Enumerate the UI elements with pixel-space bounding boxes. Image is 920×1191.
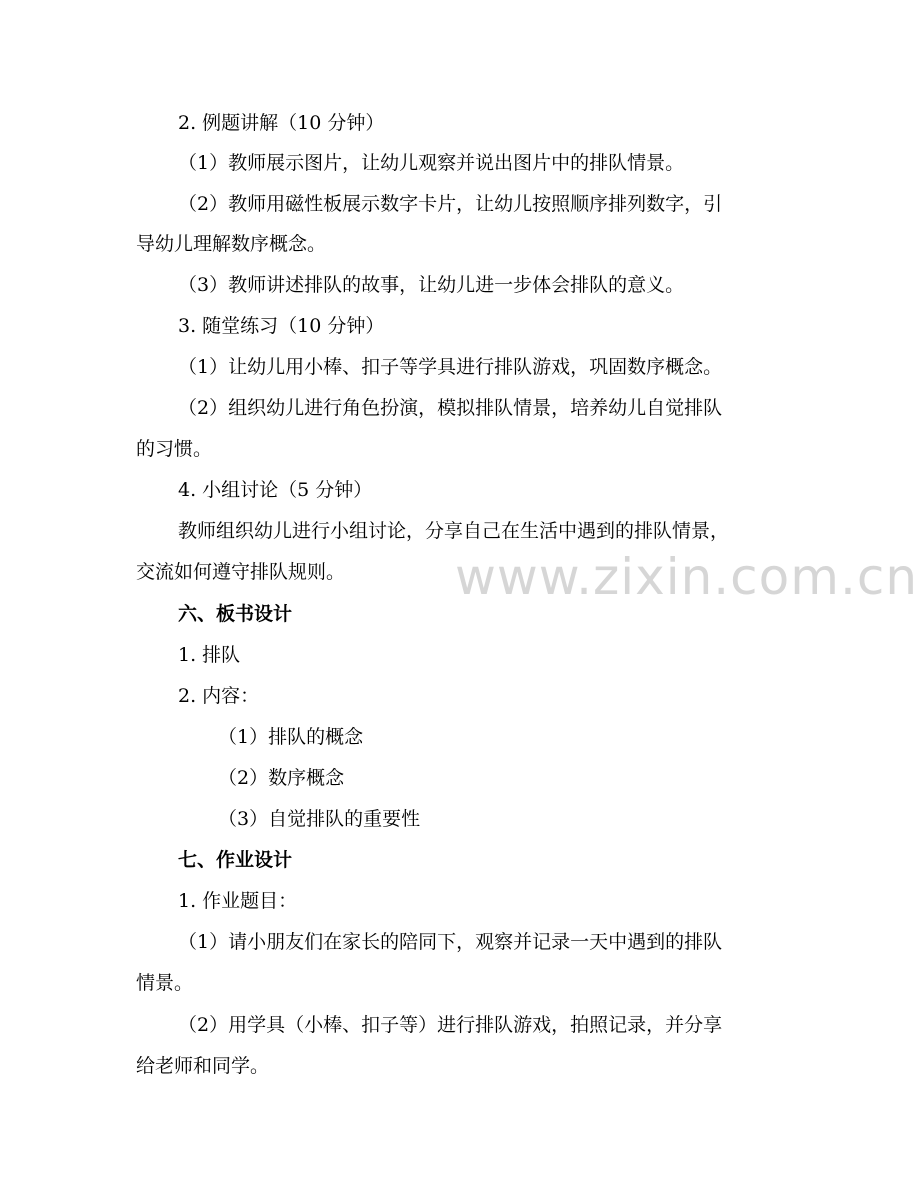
list-item: 1. 排队 [178, 644, 241, 666]
watermark-text: www.zixin.com.cn [455, 548, 919, 606]
paragraph-line: （1）教师展示图片，让幼儿观察并说出图片中的排队情景。 [178, 152, 685, 174]
list-item: 1. 作业题目： [178, 890, 298, 912]
sub-list-item: （2）数序概念 [218, 767, 345, 789]
section-heading-examples: 2. 例题讲解（10 分钟） [178, 112, 385, 134]
paragraph-line: （2）用学具（小棒、扣子等）进行排队游戏，拍照记录，并分享 [178, 1014, 723, 1036]
paragraph-line: 给老师和同学。 [136, 1055, 270, 1077]
sub-list-item: （3）自觉排队的重要性 [218, 808, 421, 830]
paragraph-line: （2）组织幼儿进行角色扮演，模拟排队情景，培养幼儿自觉排队 [178, 397, 723, 419]
paragraph-line: 的习惯。 [136, 438, 213, 460]
section-heading-discussion: 4. 小组讨论（5 分钟） [178, 479, 373, 501]
section-title-board-design: 六、板书设计 [178, 603, 293, 625]
list-item: 2. 内容： [178, 685, 260, 707]
paragraph-line: 教师组织幼儿进行小组讨论，分享自己在生活中遇到的排队情景， [178, 520, 730, 542]
sub-list-item: （1）排队的概念 [218, 726, 364, 748]
paragraph-line: （1）请小朋友们在家长的陪同下，观察并记录一天中遇到的排队 [178, 931, 723, 953]
paragraph-line: 交流如何遵守排队规则。 [136, 561, 346, 583]
section-heading-practice: 3. 随堂练习（10 分钟） [178, 315, 385, 337]
paragraph-line: （2）教师用磁性板展示数字卡片，让幼儿按照顺序排列数字，引 [178, 193, 723, 215]
paragraph-line: （3）教师讲述排队的故事，让幼儿进一步体会排队的意义。 [178, 274, 685, 296]
paragraph-line: 情景。 [136, 972, 194, 994]
paragraph-line: 导幼儿理解数序概念。 [136, 233, 327, 255]
section-title-homework: 七、作业设计 [178, 849, 293, 871]
paragraph-line: （1）让幼儿用小棒、扣子等学具进行排队游戏，巩固数序概念。 [178, 356, 723, 378]
